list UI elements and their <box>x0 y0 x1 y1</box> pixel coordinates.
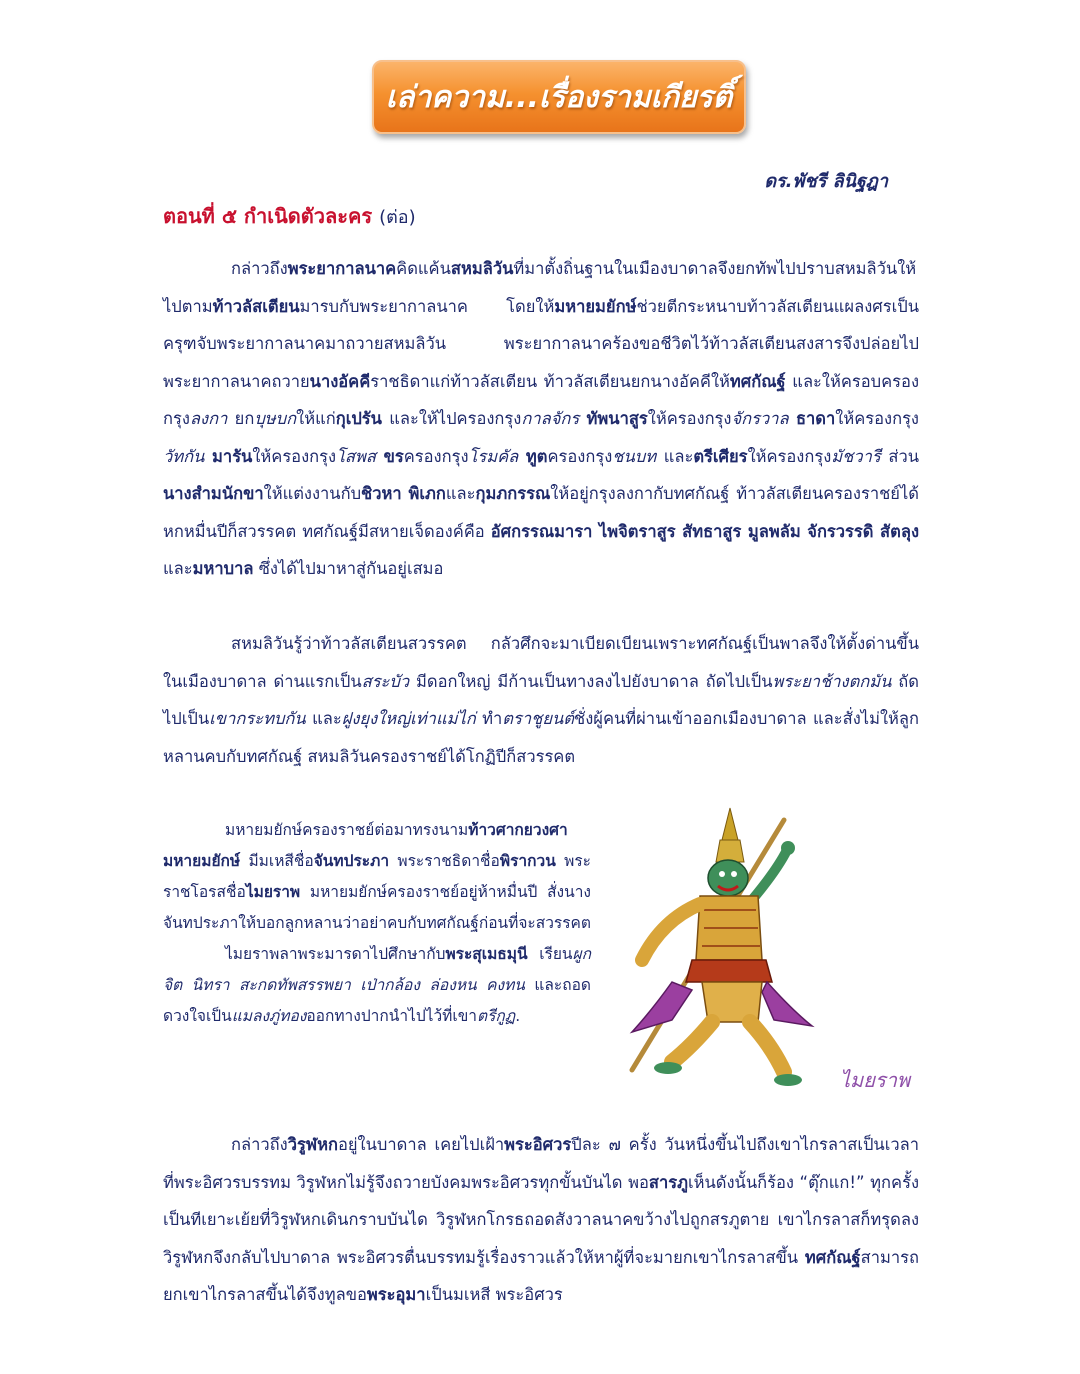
ramakien-giant-figure-icon <box>612 800 827 1090</box>
text-run: ให้ครองกรุง <box>747 446 832 466</box>
bold-text-run: ขร <box>383 446 404 466</box>
paragraph-4 <box>163 1126 919 1346</box>
bold-text-run: ท้าวลัสเตียน <box>212 296 300 316</box>
text-run: ชั่งผู้คนที่ผ่านเข้าออกเมืองบาดาล และสั่งไม่ให้ลูกหลานคบกับทศกัณฐ์ สหมลิวันครองราชย์ได้โกฏิปีก็สวรรคต <box>163 709 919 766</box>
bold-text-run: พระอิศวร <box>504 1135 572 1154</box>
text-run <box>579 409 586 428</box>
text-run: ไมยราพลาพระมารดาไปศึกษากับ <box>225 945 446 963</box>
text-run: ส่วน <box>880 446 919 466</box>
bold-text-run: ทศกัณฐ์ <box>729 371 786 391</box>
text-run: กล่าวถึง <box>231 1135 288 1154</box>
text-run: เป็นมเหสี พระอิศวร <box>425 1285 563 1304</box>
bold-text-run: กุมภกรรณ <box>475 484 551 503</box>
text-run <box>402 484 409 503</box>
italic-text-run: กาลจักร <box>521 409 580 428</box>
text-run: สหมลิวันรู้ว่าท้าวลัสเตียนสวรรคต กลัวศึกจะมาเบียดเบียนเพราะทศกัณฐ์เป็นพาลจึงให้ตั้งด่านขึ้นในเมืองบาดาล ด่านแรกเป็น <box>163 634 919 691</box>
text-run <box>518 447 526 466</box>
page-title: เล่าความ...เรื่องรามเกียรติ์ <box>385 79 733 115</box>
text-run: คิดแค้น <box>396 259 451 278</box>
text-run <box>789 409 796 428</box>
bold-text-run: ไมยราพ <box>245 883 301 901</box>
text-run: เห็นดังนั้นก็ร้อง “ตุ๊กแก!” ทุกครั้งเป็นทีเยาะเย้ยที่วิรูฬหกเดินกราบบันได วิรูฬหกโกรธถอดสังวาลนาคขว้างไปถูกสรภูตาย เขาไกรลาสก็ทรุดลง วิรูฬหกจึงกลับไปบาดาล พระอิศวรตื่นบรรทมรู้เรื่องราวแล้วให้หาผู้ที่จะมายกเขาไกรลาสขึ้น <box>163 1172 919 1267</box>
text-run: ยก <box>227 409 255 428</box>
bold-text-run: พระสุเมธมุนี <box>445 945 528 963</box>
bold-text-run: พระอุมา <box>366 1285 426 1304</box>
text-run: และถอดดวงใจเป็น <box>163 976 591 1025</box>
bold-text-run: มหายมยักษ์ <box>554 296 637 316</box>
text-run: ปีละ ๗ ครั้ง วันหนึ่งขึ้นไปถึงเขาไกรลาสเป็นเวลาที่พระอิศวรบรรทม วิรูฬหกไม่รู้จึงถวายบังคมพระอิศวรทุกขั้นบันได พอ <box>163 1135 919 1192</box>
title-banner <box>372 60 746 134</box>
bold-text-run: พิรากวน <box>499 852 556 870</box>
text-run: ให้อยู่กรุงลงกากับทศกัณฐ์ ท้าวลัสเตียนครองราชย์ได้หกหมื่นปีก็สวรรคต ทศกัณฐ์มีสหายเจ็ดองค์คือ <box>163 484 919 541</box>
text-run: สามารถยกเขาไกรลาสขึ้นได้จึงทูลขอ <box>163 1247 919 1304</box>
bold-text-run: ธาดา <box>795 409 836 428</box>
text-run: ให้ครองกรุง <box>835 409 919 428</box>
text-run: และ <box>445 484 476 503</box>
italic-text-run: เขากระทบกัน <box>209 709 306 728</box>
italic-text-run: แมลงภู่ทอง <box>231 1007 307 1025</box>
italic-text-run: ชนบท <box>612 446 657 466</box>
italic-text-run: ตราชูยนต์ <box>502 709 575 728</box>
chapter-continued: (ต่อ) <box>379 207 416 228</box>
text-run: มารบกับพระยากาลนาค โดยให้ <box>299 296 555 316</box>
italic-text-run: สระบัว <box>361 671 410 691</box>
bold-text-run: ทศกัณฐ์ <box>804 1247 861 1267</box>
bold-text-run: ท้าวศากยวงศามหายมยักษ์ <box>163 821 568 870</box>
text-run: มีมเหสีชื่อ <box>240 852 314 870</box>
text-run: และ <box>163 559 193 578</box>
text-run: พระราชโอรสชื่อ <box>163 852 592 901</box>
text-run: ทำ <box>475 709 503 728</box>
text-run: ราชธิดาแก่ท้าวลัสเตียน ท้าวลัสเตียนยกนางอัคคีให้ <box>370 371 730 391</box>
text-run: ช่วยตีกระหนาบท้าวลัสเตียนแผลงศรเป็นครุฑจับพระยากาลนาคมาถวายสหมลิวัน พระยากาลนาคร้องขอชีวิตไว้ท้าวลัสเตียนสงสารจึงปล่อยไป พระยากาลนาคถวาย <box>163 296 919 391</box>
text-run: มหายมยักษ์ครองราชย์อยู่ห้าหมื่นปี สั่งนางจันทประภาให้บอกลูกหลานว่าอย่าคบกับทศกัณฐ์ก่อนที่จะสวรรคต <box>163 883 591 932</box>
italic-text-run: พระยาช้างตกมัน <box>772 671 892 691</box>
bold-text-run: อัศกรรณมารา ไพจิตราสูร สัทธาสูร มูลพลัม จักรวรรดิ สัตลุง <box>490 521 919 541</box>
text-run: มีดอกใหญ่ มีก้านเป็นทางลงไปยังบาดาล ถัดไปเป็น <box>409 671 773 691</box>
text-run: ให้แต่งงานกับ <box>263 484 362 503</box>
italic-text-run: โรมคัล <box>468 446 519 466</box>
bold-text-run: ตรีเศียร <box>693 446 748 466</box>
italic-text-run: ลงกา <box>189 409 228 428</box>
bold-text-run: จันทประภา <box>313 852 390 870</box>
text-run: . <box>515 1007 521 1025</box>
text-run: ให้แก่ <box>296 409 336 428</box>
italic-text-run: มัชวารี <box>831 446 881 466</box>
bold-text-run: สหมลิวัน <box>450 259 514 278</box>
bold-text-run: มารัน <box>212 446 253 466</box>
text-run: พระราชธิดาชื่อ <box>389 852 500 870</box>
text-run: ซึ่งได้ไปมาหาสู่กันอยู่เสมอ <box>253 559 444 578</box>
italic-text-run: บุษบก <box>254 409 297 428</box>
text-run: ให้ครองกรุง <box>252 446 337 466</box>
italic-text-run: ผูกจิต นิทรา สะกดทัพสรรพยา เป่ากล้อง ล่องหน คงทน <box>163 945 591 994</box>
paragraph-3 <box>163 815 591 1105</box>
bold-text-run: นางอัคคี <box>309 371 371 391</box>
text-run: ที่มาตั้งถิ่นฐานในเมืองบาดาลจึงยกทัพไปปราบสหมลิวันให้ไปตาม <box>163 259 917 316</box>
bold-text-run: มหาบาล <box>192 559 254 578</box>
bold-text-run: กุเปรัน <box>335 409 382 428</box>
text-run: ออกทางปากนำไปไว้ที่เขา <box>306 1007 477 1025</box>
text-run <box>204 447 212 466</box>
text-run: และ <box>656 446 694 466</box>
text-run <box>376 447 384 466</box>
text-run: ถัดไปเป็น <box>163 671 919 728</box>
bold-text-run: ทัพนาสูร <box>586 409 648 428</box>
author-name: ดร.พัชรี ลินิฐฎา <box>764 171 888 192</box>
italic-text-run: จักรวาล <box>731 409 789 428</box>
bold-text-run: วิรูฬหก <box>287 1135 338 1154</box>
text-run: และให้ครอบครองกรุง <box>163 371 919 428</box>
italic-text-run: วัทกัน <box>163 446 205 466</box>
bold-text-run: พระยากาลนาค <box>287 259 397 278</box>
text-run: ครองกรุง <box>403 446 469 466</box>
text-run: ครองกรุง <box>547 446 613 466</box>
text-run: อยู่ในบาดาล เคยไปเฝ้า <box>337 1135 505 1154</box>
italic-text-run: โสพส <box>336 446 376 466</box>
chapter-title: ตอนที่ ๕ กำเนิดตัวละคร <box>163 204 373 228</box>
italic-text-run: ตรีกูฏ <box>477 1007 516 1025</box>
text-run: เรียน <box>527 945 573 963</box>
bold-text-run: สารภู <box>648 1172 688 1192</box>
italic-text-run: ฝูงยุงใหญ่เท่าแม่ไก่ <box>341 709 476 728</box>
text-run: มหายมยักษ์ครองราชย์ต่อมาทรงนาม <box>225 821 469 839</box>
text-run: กล่าวถึง <box>231 259 288 278</box>
text-run: และให้ไปครองกรุง <box>381 409 522 428</box>
text-run: และ <box>305 709 342 728</box>
bold-text-run: ทูต <box>525 446 548 466</box>
figure-caption: ไมยราพ <box>840 1068 911 1092</box>
paragraph-2 <box>163 625 919 775</box>
paragraph-1 <box>163 250 919 628</box>
bold-text-run: ชิวหา <box>361 484 402 503</box>
bold-text-run: นางสำมนักขา <box>163 484 264 503</box>
text-run: ให้ครองกรุง <box>647 409 732 428</box>
bold-text-run: พิเภก <box>408 484 446 503</box>
chapter-heading <box>163 200 416 232</box>
